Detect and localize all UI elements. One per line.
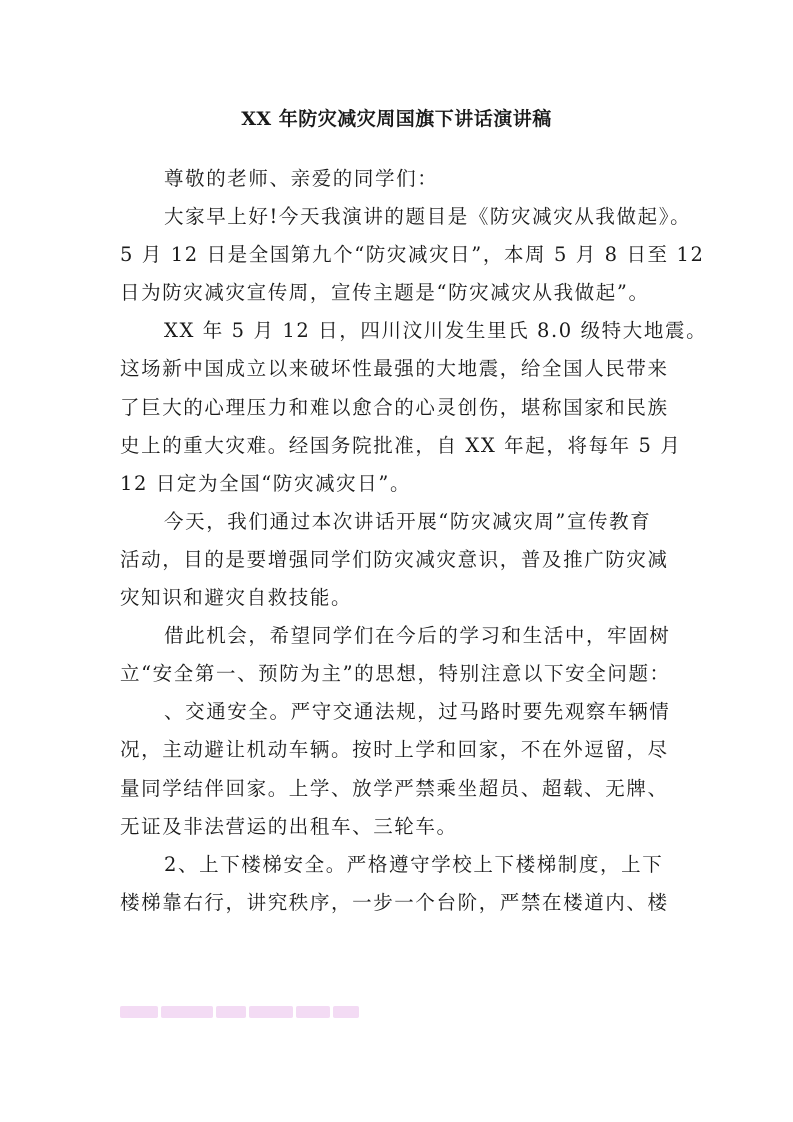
paragraph-line: 史上的重大灾难。经国务院批准，自 XX 年起，将每年 5 月 bbox=[120, 433, 682, 457]
paragraph-line: 了巨大的心理压力和难以愈合的心灵创伤，堪称国家和民族 bbox=[120, 395, 669, 419]
paragraph-line: 2、上下楼梯安全。严格遵守学校上下楼梯制度，上下 bbox=[164, 852, 664, 876]
paragraph-line: XX 年 5 月 12 日，四川汶川发生里氏 8.0 级特大地震。 bbox=[164, 319, 708, 343]
paragraph-line: 楼梯靠右行，讲究秩序，一步一个台阶，严禁在楼道内、楼 bbox=[120, 890, 669, 914]
paragraph-line: 大家早上好!今天我演讲的题目是《防灾减灾从我做起》。 bbox=[164, 205, 692, 229]
paragraph-line: 借此机会，希望同学们在今后的学习和生活中，牢固树 bbox=[164, 624, 671, 648]
paragraph-line: 无证及非法营运的出租车、三轮车。 bbox=[120, 814, 458, 838]
paragraph-line: 立“安全第一、预防为主”的思想，特别注意以下安全问题： bbox=[120, 662, 671, 686]
document-body bbox=[120, 160, 708, 922]
paragraph-line: 5 月 12 日是全国第九个“防灾减灾日”，本周 5 月 8 日至 12 bbox=[120, 243, 705, 267]
paragraph-line: 这场新中国成立以来破坏性最强的大地震，给全国人民带来 bbox=[120, 357, 669, 381]
paragraph-line: 活动，目的是要增强同学们防灾减灾意识，普及推广防灾减 bbox=[120, 547, 669, 571]
paragraph-line: 量同学结伴回家。上学、放学严禁乘坐超员、超载、无牌、 bbox=[120, 776, 669, 800]
paragraph-line: 12 日定为全国“防灾减灾日”。 bbox=[120, 471, 412, 495]
document-title: XX 年防灾减灾周国旗下讲话演讲稿 bbox=[241, 108, 552, 130]
paragraph-line: 灾知识和避灾自救技能。 bbox=[120, 586, 353, 610]
paragraph-line: 、交通安全。严守交通法规，过马路时要先观察车辆情 bbox=[164, 700, 671, 724]
paragraph-line: 今天，我们通过本次讲话开展“防灾减灾周”宣传教育 bbox=[164, 509, 652, 533]
paragraph-line: 尊敬的老师、亲爱的同学们： bbox=[164, 167, 439, 190]
watermark-strip bbox=[120, 1006, 360, 1020]
paragraph-line: 况，主动避让机动车辆。按时上学和回家，不在外逗留，尽 bbox=[120, 738, 669, 762]
paragraph-line: 日为防灾减灾宣传周，宣传主题是“防灾减灾从我做起”。 bbox=[120, 281, 650, 305]
